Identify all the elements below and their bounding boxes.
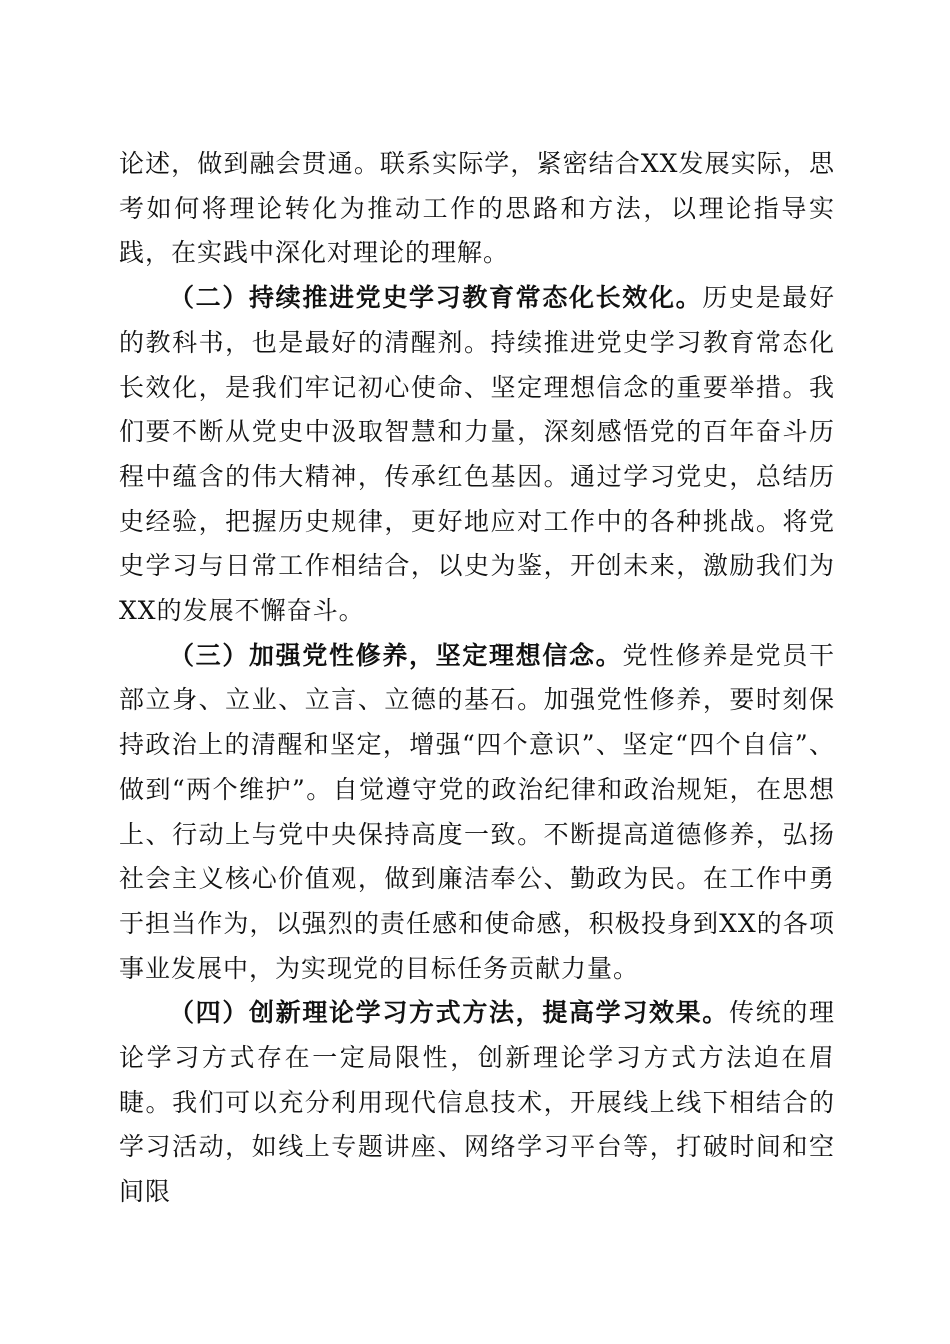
paragraph-section-4 <box>119 991 835 1215</box>
paragraph-section-3 <box>119 634 835 992</box>
section-heading: （二）持续推进党史学习教育常态化长效化。 <box>169 283 703 313</box>
document-body <box>119 142 835 1215</box>
paragraph-body: 论述，做到融会贯通。联系实际学，紧密结合XX发展实际，思考如何将理论转化为推动工作的思路和方法，以理论指导实践，在实践中深化对理论的理解。 <box>119 149 835 268</box>
paragraph-body: 党性修养是党员干部立身、立业、立言、立德的基石。加强党性修养，要时刻保持政治上的清醒和坚定，增强“四个意识”、坚定“四个自信”、做到“两个维护”。自觉遵守党的政治纪律和政治规矩，在思想上、行动上与党中央保持高度一致。不断提高道德修养，弘扬社会主义核心价值观，做到廉洁奉公、勤政为民。在工作中勇于担当作为，以强烈的责任感和使命感，积极投身到XX的各项事业发展中，为实现党的目标任务贡献力量。 <box>119 640 835 983</box>
paragraph-body: 历史是最好的教科书，也是最好的清醒剂。持续推进党史学习教育常态化长效化，是我们牢记初心使命、坚定理想信念的重要举措。我们要不断从党史中汲取智慧和力量，深刻感悟党的百年奋斗历程中蕴含的伟大精神，传承红色基因。通过学习党史，总结历史经验，把握历史规律，更好地应对工作中的各种挑战。将党史学习与日常工作相结合，以史为鉴，开创未来，激励我们为XX的发展不懈奋斗。 <box>119 283 835 626</box>
section-heading: （三）加强党性修养，坚定理想信念。 <box>169 640 623 670</box>
section-heading: （四）创新理论学习方式方法，提高学习效果。 <box>169 998 729 1028</box>
paragraph-body: 传统的理论学习方式存在一定局限性，创新理论学习方式方法迫在眉睫。我们可以充分利用现代信息技术，开展线上线下相结合的学习活动，如线上专题讲座、网络学习平台等，打破时间和空间限 <box>119 998 835 1207</box>
paragraph-continuation <box>119 142 835 276</box>
paragraph-section-2 <box>119 276 835 634</box>
